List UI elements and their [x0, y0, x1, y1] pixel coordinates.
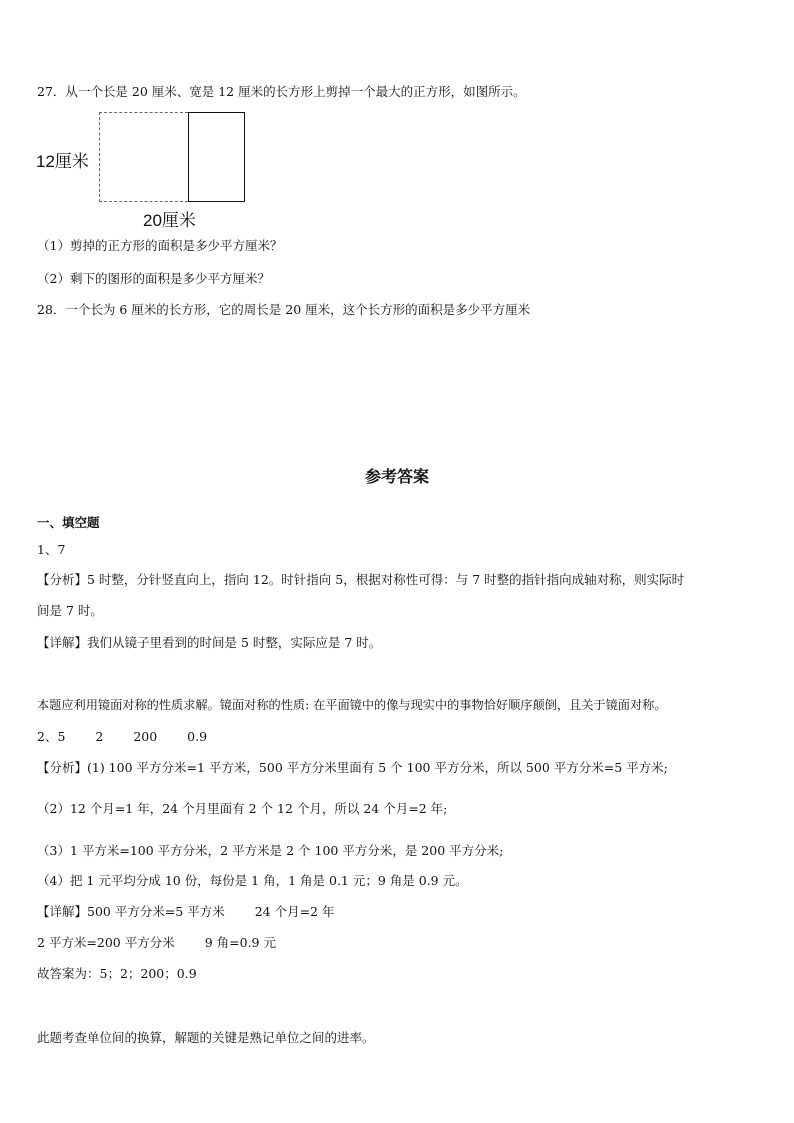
detail-part: 【详解】500 平方分米=5 平方米	[37, 904, 225, 919]
answer-1-detail: 【详解】我们从镜子里看到的时间是 5 时整，实际应是 7 时。	[37, 635, 382, 650]
answer-2-analysis-4: （4）把 1 元平均分成 10 份，每份是 1 角，1 角是 0.1 元；9 角是 0.9 元。	[37, 873, 468, 888]
detail-part: 24 个月=2 年	[254, 904, 335, 919]
answer-2-detail-2	[37, 935, 276, 951]
page-title: 参考答案	[364, 467, 429, 486]
answer-1-analysis: 【分析】5 时整，分针竖直向上，指向 12。时针指向 5，根据对称性可得：与 7 时整的指针指向成轴对称，则实际时	[37, 572, 685, 587]
answer-2-item: 2	[95, 729, 104, 744]
answer-2-head	[37, 729, 207, 745]
answer-2-analysis-2: （2）12 个月=1 年，24 个月里面有 2 个 12 个月，所以 24 个月=2 年;	[37, 801, 448, 816]
answer-1-head: 1、7	[37, 542, 66, 557]
answer-2-item: 0.9	[187, 729, 208, 744]
answer-2-analysis-1: 【分析】(1) 100 平方分米=1 平方米，500 平方分米里面有 5 个 100 平方分米，所以 500 平方分米=5 平方米;	[37, 760, 668, 775]
detail-part: 9 角=0.9 元	[204, 935, 276, 950]
answer-1-analysis-cont: 间是 7 时。	[37, 603, 103, 618]
question-27-1: （1）剪掉的正方形的面积是多少平方厘米？	[37, 238, 283, 253]
answer-2-final: 故答案为：5；2；200；0.9	[37, 966, 197, 981]
question-27: 27．从一个长是 20 厘米、宽是 12 厘米的长方形上剪掉一个最大的正方形，如图所示。	[37, 84, 526, 99]
answer-2-detail-1	[37, 904, 335, 920]
height-label: 12厘米	[36, 152, 89, 171]
question-27-2: （2）剩下的图形的面积是多少平方厘米？	[37, 271, 270, 286]
answer-2-note: 此题考查单位间的换算，解题的关键是熟记单位之间的进率。	[37, 1030, 375, 1045]
answer-2-item: 200	[133, 729, 158, 744]
section-heading: 一、填空题	[37, 515, 100, 530]
question-28: 28．一个长为 6 厘米的长方形，它的周长是 20 厘米，这个长方形的面积是多少平方厘米	[37, 302, 531, 317]
detail-part: 2 平方米=200 平方分米	[37, 935, 175, 950]
answer-2-analysis-3: （3）1 平方米=100 平方分米，2 平方米是 2 个 100 平方分米，是 200 平方分米;	[37, 843, 504, 858]
answer-1-note: 本题应利用镜面对称的性质求解。镜面对称的性质: 在平面镜中的像与现实中的事物恰好顺序颠倒，且关于镜面对称。	[37, 698, 667, 712]
width-label: 20厘米	[143, 211, 196, 230]
removed-square	[99, 112, 188, 202]
remaining-rectangle	[188, 112, 245, 202]
answer-2-item: 2、5	[37, 729, 66, 744]
